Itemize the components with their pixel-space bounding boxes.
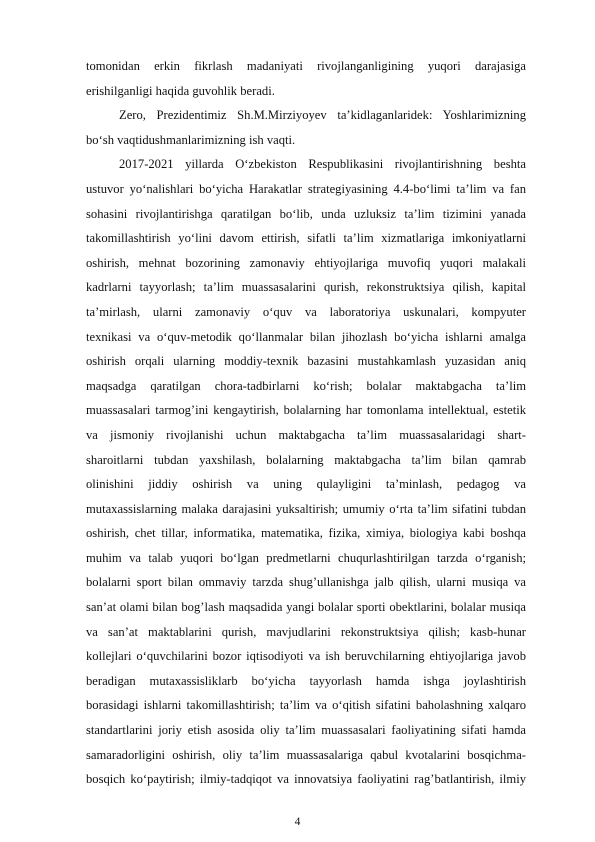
text-line: va jismoniy rivojlanishi uchun maktabgacha ta’lim muassasalaridagi shart- [86,427,526,442]
text-line: kollejlari o‘quvchilarini bozor iqtisodiyoti va ish beruvchilarning ehtiyojlariga javob [86,649,526,664]
text-line: beradigan mutaxassisliklarb bo‘yicha tayyorlash hamda ishga joylashtirish [86,673,526,688]
text-line: kadrlarni tayyorlash; ta’lim muassasalarini qurish, rekonstruktsiya qilish, kapital [86,280,526,295]
page-number: 4 [294,816,301,828]
text-line: takomillashtirish yo‘lini davom ettirish, sifatli ta’lim xizmatlariga imkoniyatlarni [86,231,526,246]
text-line: va san’at maktablarini qurish, mavjudlarini rekonstruktsiya qilish; kasb-hunar [86,624,526,639]
text-line: olinishini jiddiy oshirish va uning qulayligini ta’minlash, pedagog va [86,477,526,492]
text-line: samaradorligini oshirish, oliy ta’lim muassasalariga qabul kvotalarini bosqichma- [86,747,526,762]
text-line: 2017-2021 yillarda O‘zbekiston Respublikasini rivojlantirishning beshta [119,157,526,172]
text-line: sohasini rivojlantirishga qaratilgan bo‘lib, unda uzluksiz ta’lim tizimini yanada [86,206,526,221]
text-line: muhim va talab yuqori bo‘lgan predmetlarni chuqurlashtirilgan tarzda o‘rganish; [86,550,526,565]
text-line: Zero, Prezidentimiz Sh.M.Mirziyoyev ta’kidlaganlaridek: Yoshlarimizning [119,108,526,123]
body-text [86,54,526,792]
text-line: bolalarni sport bilan ommaviy tarzda shug’ullanishga jalb qilish, ularni musiqa va [86,575,526,590]
text-line: maqsadga qaratilgan chora-tadbirlarni ko‘rish; bolalar maktabgacha ta’lim [86,378,526,393]
text-line: muassasalari tarmog’ini kengaytirish, bolalarning har tomonlama intellektual, estetik [86,403,526,418]
text-line: oshirish orqali ularning moddiy-texnik bazasini mustahkamlash yuzasidan aniq [86,354,526,369]
text-line: borasidagi ishlarni takomillashtirish; ta’lim va o‘qitish sifatini baholashning xalqaro [86,698,526,713]
text-line: bo‘sh vaqtidushmanlarimizning ish vaqti. [86,132,296,147]
text-line: standartlarini joriy etish asosida oliy ta’lim muassasalari faoliyatining sifati hamda [86,723,526,738]
text-line: oshirish, mehnat bozorining zamonaviy ehtiyojlariga muvofiq yuqori malakali [86,255,526,270]
text-line: oshirish, chet tillar, informatika, matematika, fizika, ximiya, biologiya kabi boshqa [86,526,526,541]
text-line: tomonidan erkin fikrlash madaniyati rivojlanganligining yuqori darajasiga [86,59,526,73]
text-line: sharoitlarni tubdan yaxshilash, bolalarning maktabgacha ta’lim bilan qamrab [86,452,526,467]
text-line: texnikasi va o‘quv-metodik qo‘llanmalar bilan jihozlash bo‘yicha ishlarni amalga [86,329,526,344]
text-line: ta’mirlash, ularni zamonaviy o‘quv va laboratoriya uskunalari, kompyuter [86,304,526,319]
text-line: erishilganligi haqida guvohlik beradi. [86,83,275,98]
text-line: mutaxassislarning malaka darajasini yuksaltirish; umumiy o‘rta ta’lim sifatini tubdan [86,501,526,516]
text-line: bosqich ko‘paytirish; ilmiy-tadqiqot va innovatsiya faoliyatini rag’batlantirish, ilmiy [86,772,526,787]
text-line: ustuvor yo‘nalishlari bo‘yicha Harakatlar strategiyasining 4.4-bo‘limi ta’lim va fan [86,181,526,196]
text-line: san’at olami bilan bog’lash maqsadida yangi bolalar sporti obektlarini, bolalar musiqa [86,600,526,615]
